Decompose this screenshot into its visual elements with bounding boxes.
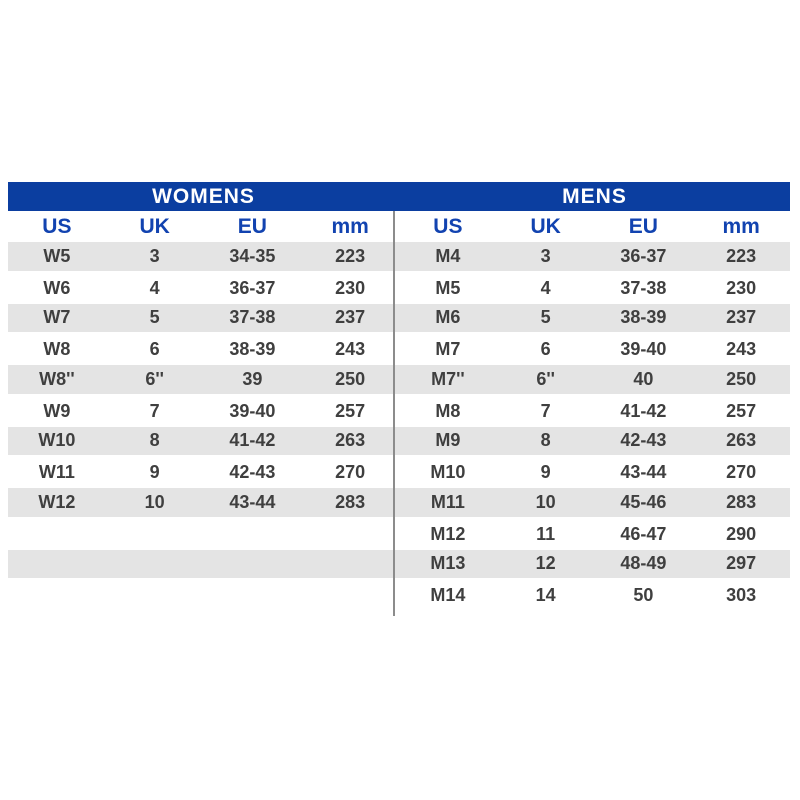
womens-mm-column-header: mm bbox=[331, 214, 369, 238]
table-cell: M11 bbox=[430, 491, 465, 512]
table-cell: W8'' bbox=[39, 368, 75, 389]
mens-row-cells bbox=[399, 580, 790, 611]
table-cell: 8 bbox=[149, 430, 160, 451]
table-cell: 230 bbox=[726, 277, 757, 298]
mens-uk-column-header: UK bbox=[530, 214, 561, 238]
table-cell: W12 bbox=[38, 491, 76, 512]
table-cell bbox=[106, 580, 204, 611]
table-cell: 37-38 bbox=[620, 277, 667, 298]
table-cell: M8 bbox=[435, 400, 461, 421]
table-cell: 10 bbox=[144, 491, 165, 512]
table-cell: 237 bbox=[726, 307, 757, 328]
table-cell: M5 bbox=[435, 277, 461, 298]
table-cell: 10 bbox=[535, 491, 556, 512]
table-cell: 4 bbox=[540, 277, 551, 298]
table-cell: 46-47 bbox=[620, 523, 667, 544]
table-cell: 250 bbox=[335, 368, 366, 389]
table-cell: 43-44 bbox=[620, 462, 667, 483]
womens-row-cells bbox=[8, 304, 399, 333]
mens-row-cells bbox=[399, 519, 790, 550]
mens-row-cells bbox=[399, 488, 790, 517]
size-conversion-table bbox=[8, 182, 790, 611]
table-cell: 38-39 bbox=[229, 339, 276, 360]
mens-eu-column-header: EU bbox=[628, 214, 658, 238]
table-row bbox=[8, 334, 790, 365]
table-cell: 45-46 bbox=[620, 491, 667, 512]
table-cell bbox=[301, 580, 399, 611]
mens-row-cells bbox=[399, 304, 790, 333]
table-cell: 43-44 bbox=[229, 491, 276, 512]
table-cell: 303 bbox=[726, 585, 757, 606]
table-cell: 38-39 bbox=[620, 307, 667, 328]
table-cell bbox=[8, 580, 106, 611]
table-cell: W8 bbox=[43, 339, 71, 360]
table-row bbox=[8, 550, 790, 581]
table-cell bbox=[204, 550, 302, 579]
mens-row-cells bbox=[399, 550, 790, 579]
table-cell: 230 bbox=[335, 277, 366, 298]
table-cell: 50 bbox=[633, 585, 654, 606]
table-cell: 37-38 bbox=[229, 307, 276, 328]
mens-column-headers bbox=[399, 211, 790, 242]
table-cell: 40 bbox=[633, 368, 654, 389]
table-header-band bbox=[8, 182, 790, 211]
table-cell: 283 bbox=[726, 491, 757, 512]
table-cell: 14 bbox=[535, 585, 556, 606]
table-cell: 283 bbox=[335, 491, 366, 512]
table-row bbox=[8, 488, 790, 519]
table-cell: M9 bbox=[435, 430, 461, 451]
table-row bbox=[8, 396, 790, 427]
table-cell: 6 bbox=[540, 339, 551, 360]
mens-us-column-header: US bbox=[433, 214, 463, 238]
table-cell: 7 bbox=[149, 400, 160, 421]
table-cell: 290 bbox=[726, 523, 757, 544]
womens-row-cells bbox=[8, 580, 399, 611]
table-cell: 41-42 bbox=[620, 400, 667, 421]
table-cell: 297 bbox=[726, 553, 757, 574]
table-cell: M13 bbox=[430, 553, 466, 574]
table-cell bbox=[204, 519, 302, 550]
womens-row-cells bbox=[8, 365, 399, 394]
table-cell: W11 bbox=[38, 462, 75, 483]
mens-row-cells bbox=[399, 365, 790, 394]
table-cell: W10 bbox=[38, 430, 76, 451]
table-cell: 9 bbox=[540, 462, 551, 483]
table-cell: 36-37 bbox=[620, 245, 667, 266]
table-cell: 263 bbox=[726, 430, 757, 451]
table-row bbox=[8, 273, 790, 304]
table-cell: 12 bbox=[535, 553, 556, 574]
table-cell: 39-40 bbox=[620, 339, 667, 360]
table-cell: 6'' bbox=[536, 368, 555, 389]
section-divider-line bbox=[393, 211, 395, 616]
table-row bbox=[8, 580, 790, 611]
table-cell: 5 bbox=[149, 307, 160, 328]
table-cell bbox=[106, 519, 204, 550]
table-cell: 34-35 bbox=[229, 245, 276, 266]
mens-row-cells bbox=[399, 273, 790, 304]
column-header-row bbox=[8, 211, 790, 242]
mens-row-cells bbox=[399, 396, 790, 427]
table-cell: 270 bbox=[335, 462, 366, 483]
table-cell bbox=[8, 519, 106, 550]
womens-uk-column-header: UK bbox=[139, 214, 170, 238]
womens-row-cells bbox=[8, 427, 399, 456]
table-cell: 39 bbox=[242, 368, 263, 389]
womens-section-title: WOMENS bbox=[152, 184, 255, 208]
mens-row-cells bbox=[399, 334, 790, 365]
table-cell: 5 bbox=[540, 307, 551, 328]
womens-us-column-header: US bbox=[42, 214, 72, 238]
table-cell: 257 bbox=[726, 400, 757, 421]
mens-row-cells bbox=[399, 457, 790, 488]
womens-row-cells bbox=[8, 273, 399, 304]
womens-row-cells bbox=[8, 457, 399, 488]
womens-row-cells bbox=[8, 550, 399, 579]
womens-row-cells bbox=[8, 242, 399, 271]
table-cell: 223 bbox=[726, 245, 757, 266]
table-cell: 39-40 bbox=[229, 400, 276, 421]
womens-row-cells bbox=[8, 396, 399, 427]
table-cell: 250 bbox=[726, 368, 757, 389]
table-cell: 4 bbox=[149, 277, 160, 298]
table-cell: 237 bbox=[335, 307, 366, 328]
table-cell: 41-42 bbox=[229, 430, 276, 451]
table-cell: 223 bbox=[335, 245, 366, 266]
table-body bbox=[8, 242, 790, 611]
table-cell: 36-37 bbox=[229, 277, 276, 298]
table-row bbox=[8, 519, 790, 550]
womens-row-cells bbox=[8, 488, 399, 517]
mens-mm-column-header: mm bbox=[722, 214, 760, 238]
womens-column-headers bbox=[8, 211, 399, 242]
table-cell: 9 bbox=[149, 462, 160, 483]
table-cell: 3 bbox=[540, 245, 551, 266]
womens-eu-column-header: EU bbox=[237, 214, 267, 238]
table-cell bbox=[204, 580, 302, 611]
mens-section-title: MENS bbox=[562, 184, 627, 208]
table-cell: M7'' bbox=[431, 368, 465, 389]
table-cell: 3 bbox=[149, 245, 160, 266]
table-row bbox=[8, 457, 790, 488]
table-row bbox=[8, 427, 790, 458]
table-cell: 42-43 bbox=[229, 462, 276, 483]
table-cell: M4 bbox=[435, 245, 461, 266]
mens-row-cells bbox=[399, 427, 790, 456]
womens-row-cells bbox=[8, 334, 399, 365]
table-cell: 8 bbox=[540, 430, 551, 451]
table-cell: W9 bbox=[43, 400, 71, 421]
table-cell: M14 bbox=[430, 585, 466, 606]
table-cell: M12 bbox=[430, 523, 466, 544]
table-cell: 48-49 bbox=[620, 553, 667, 574]
table-cell: 6 bbox=[149, 339, 160, 360]
table-cell bbox=[301, 550, 399, 579]
table-row bbox=[8, 365, 790, 396]
table-cell: W5 bbox=[43, 245, 71, 266]
table-row bbox=[8, 242, 790, 273]
table-cell: W7 bbox=[43, 307, 71, 328]
table-cell: 11 bbox=[536, 523, 556, 544]
table-cell bbox=[301, 519, 399, 550]
table-cell bbox=[106, 550, 204, 579]
table-cell: 6'' bbox=[145, 368, 164, 389]
table-cell: 257 bbox=[335, 400, 366, 421]
table-row bbox=[8, 304, 790, 335]
table-cell: M10 bbox=[430, 462, 466, 483]
table-cell: 7 bbox=[540, 400, 551, 421]
table-cell: M7 bbox=[435, 339, 461, 360]
table-cell: M6 bbox=[435, 307, 461, 328]
mens-row-cells bbox=[399, 242, 790, 271]
womens-row-cells bbox=[8, 519, 399, 550]
table-cell: 270 bbox=[726, 462, 757, 483]
table-cell bbox=[8, 550, 106, 579]
table-cell: W6 bbox=[43, 277, 71, 298]
table-cell: 42-43 bbox=[620, 430, 667, 451]
table-cell: 243 bbox=[726, 339, 757, 360]
table-cell: 243 bbox=[335, 339, 366, 360]
table-cell: 263 bbox=[335, 430, 366, 451]
